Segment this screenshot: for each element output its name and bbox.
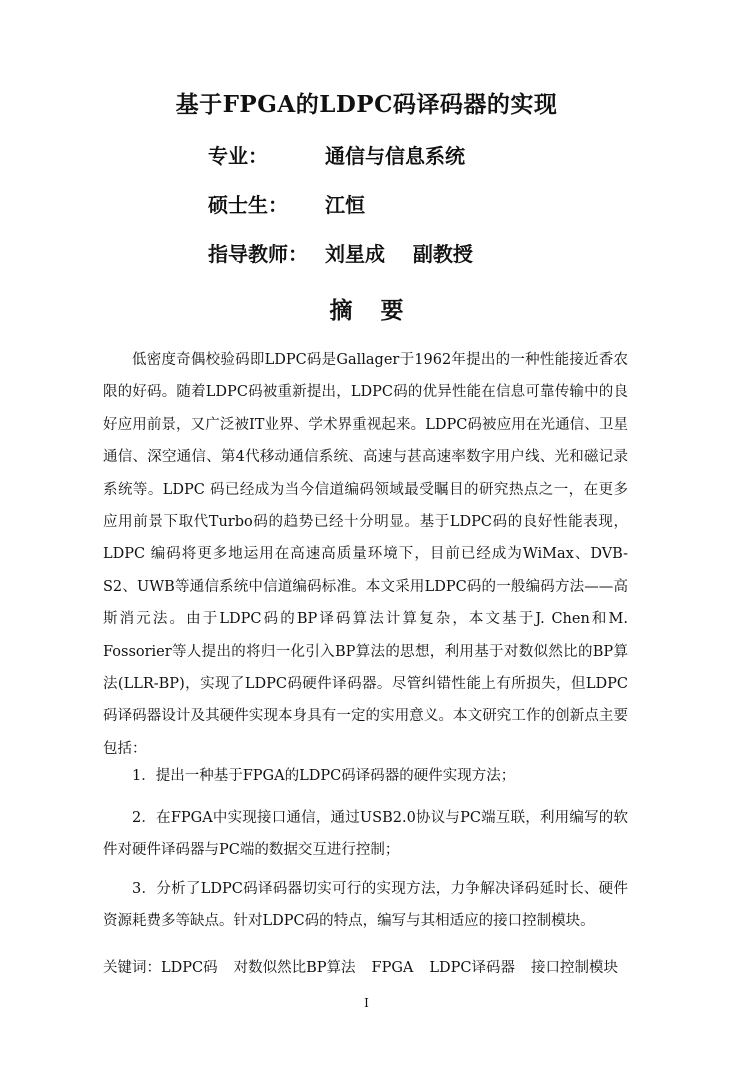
thesis-title: 基于FPGA的LDPC码译码器的实现 [175, 91, 558, 118]
innovation-item-2: 2．在FPGA中实现接口通信，通过USB2.0协议与PC端互联，利用编写的软件对硬件译码器与PC端的数据交互进行控制； [103, 810, 628, 859]
advisor-row [208, 238, 473, 267]
student-row [208, 189, 365, 218]
advisor-title: 副教授 [412, 242, 473, 266]
keyword-item: LDPC码 [161, 960, 218, 976]
innovation-item-3: 3．分析了LDPC码译码器切实可行的实现方法，力争解决译码延时长、硬件资源耗费多等缺点。针对LDPC码的特点，编写与其相适应的接口控制模块。 [103, 881, 628, 930]
major-value: 通信与信息系统 [324, 144, 465, 168]
keywords-label: 关键词： [103, 960, 161, 976]
advisor-name: 刘星成 [324, 242, 385, 266]
keyword-item: 接口控制模块 [531, 960, 619, 976]
keyword-item: FPGA [371, 960, 414, 976]
major-label: 专业： [208, 144, 268, 168]
major-row [208, 140, 465, 169]
student-label: 硕士生： [208, 193, 288, 217]
keyword-item: LDPC译码器 [429, 960, 516, 976]
keywords-line [103, 956, 643, 977]
abstract-paragraph: 低密度奇偶校验码即LDPC码是Gallager于1962年提出的一种性能接近香农限的好码。随着LDPC码被重新提出，LDPC码的优异性能在信息可靠传输中的良好应用前景，又广泛被IT业界、学术界重视起来。LDPC码被应用在光通信、卫星通信、深空通信、第4代移动通信系统、高速与甚高速率数字用户线、光和磁记录系统等。LDPC 码已经成为当今信道编码领域最受瞩目的研究热点之一，在更多应用前景下取代Turbo码的趋势已经十分明显。基于LDPC码的良好性能表现，LDPC 编码将更多地运用在高速高质量环境下，目前已经成为WiMax、DVB-S2、UWB等通信系统中信道编码标准。本文采用LDPC码的一般编码方法——高斯消元法。由于LDPC码的BP译码算法计算复杂，本文基于J. Chen和M. Fossorier等人提出的将归一化引入BP算法的思想，利用基于对数似然比的BP算法(LLR-BP)，实现了LDPC码硬件译码器。尽管纠错性能上有所损失，但LDPC码译码器设计及其硬件实现本身具有一定的实用意义。本文研究工作的创新点主要包括： [103, 352, 628, 757]
student-value: 江恒 [324, 193, 365, 217]
abstract-heading: 摘要 [329, 298, 432, 324]
keyword-item: 对数似然比BP算法 [233, 960, 356, 976]
page-number: I [364, 996, 369, 1010]
innovation-item-1: 1．提出一种基于FPGA的LDPC码译码器的硬件实现方法； [132, 768, 516, 784]
advisor-label: 指导教师： [208, 242, 308, 266]
